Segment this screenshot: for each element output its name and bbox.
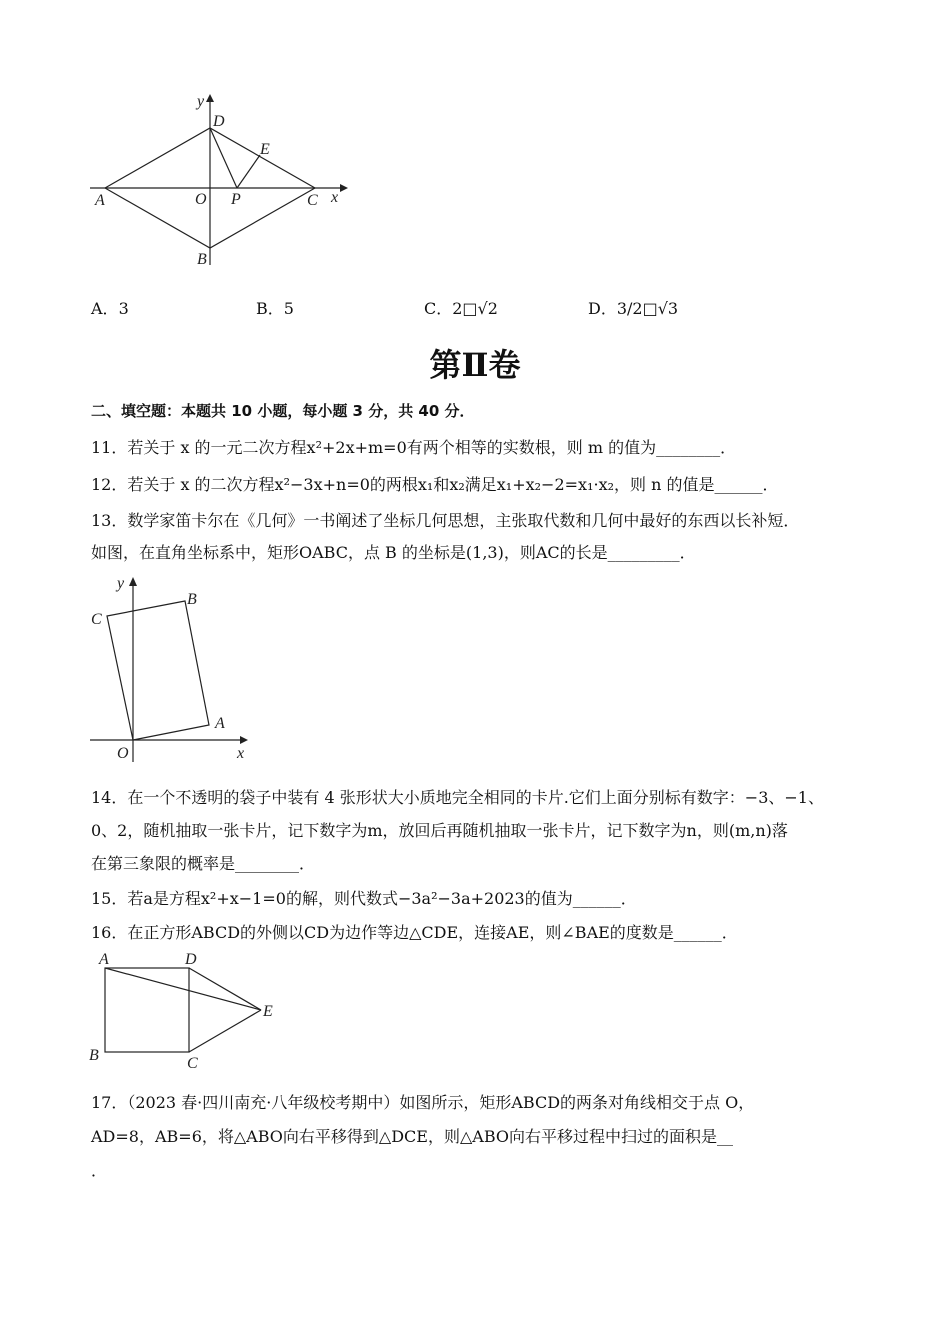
label-A: A — [95, 192, 105, 209]
label-A: A — [215, 715, 225, 732]
label-C: C — [187, 1055, 198, 1072]
question-17-line1: 17．（2023 春·四川南充·八年级校考期中）如图所示，矩形ABCD的两条对角线相交于点 O， — [91, 1093, 755, 1112]
figure-square-triangle — [85, 948, 285, 1073]
question-12: 12．若关于 x 的二次方程x²−3x+n=0的两根x₁和x₂满足x₁+x₂−2=x₁·x₂，则 n 的值是______． — [91, 475, 779, 494]
question-11: 11．若关于 x 的一元二次方程x²+2x+m=0有两个相等的实数根，则 m 的值为________． — [91, 438, 737, 457]
choice-c: C．2□√2 — [424, 299, 498, 318]
label-y: y — [197, 93, 205, 110]
label-B: B — [197, 251, 207, 268]
question-13-line2: 如图，在直角坐标系中，矩形OABC，点 B 的坐标是(1,3)，则AC的长是_________． — [91, 543, 696, 562]
label-D: D — [185, 951, 197, 968]
label-O: O — [195, 191, 207, 208]
section-heading: 二、填空题：本题共 10 小题，每小题 3 分，共 40 分． — [91, 402, 475, 420]
question-16: 16．在正方形ABCD的外侧以CD为边作等边△CDE，连接AE，则∠BAE的度数是______． — [91, 923, 738, 942]
question-14-line3: 在第三象限的概率是________． — [91, 854, 316, 873]
label-B: B — [187, 591, 197, 608]
label-C: C — [307, 192, 318, 209]
question-14-line1: 14．在一个不透明的袋子中装有 4 张形状大小质地完全相同的卡片.它们上面分别标有数字：−3、−1、 — [91, 788, 824, 807]
label-C: C — [91, 611, 102, 628]
label-D: D — [213, 113, 225, 130]
label-y: y — [117, 575, 125, 592]
label-E: E — [260, 141, 270, 158]
label-P: P — [231, 191, 241, 208]
section-title: 第Ⅱ卷 — [429, 346, 521, 384]
label-x: x — [237, 745, 245, 762]
choice-b: B．5 — [256, 299, 294, 318]
label-x: x — [331, 189, 339, 206]
label-B: B — [89, 1047, 99, 1064]
label-A: A — [99, 951, 109, 968]
question-17-line2: AD=8，AB=6，将△ABO向右平移得到△DCE，则△ABO向右平移过程中扫过的面积是__ — [91, 1127, 733, 1146]
label-E: E — [263, 1003, 273, 1020]
choice-d: D．3/2□√3 — [588, 299, 679, 318]
figure-rectangle-oabc — [85, 572, 255, 767]
choice-a: A．3 — [91, 299, 129, 318]
question-13-line1: 13．数学家笛卡尔在《几何》一书阐述了坐标几何思想，主张取代数和几何中最好的东西以长补短． — [91, 511, 800, 530]
question-17-line3: ． — [91, 1161, 108, 1180]
label-O: O — [117, 745, 129, 762]
question-15: 15．若a是方程x²+x−1=0的解，则代数式−3a²−3a+2023的值为______． — [91, 889, 637, 908]
question-14-line2: 0、2，随机抽取一张卡片，记下数字为m，放回后再随机抽取一张卡片，记下数字为n，则(m,n)落 — [91, 821, 788, 840]
figure-rhombus — [85, 90, 355, 270]
